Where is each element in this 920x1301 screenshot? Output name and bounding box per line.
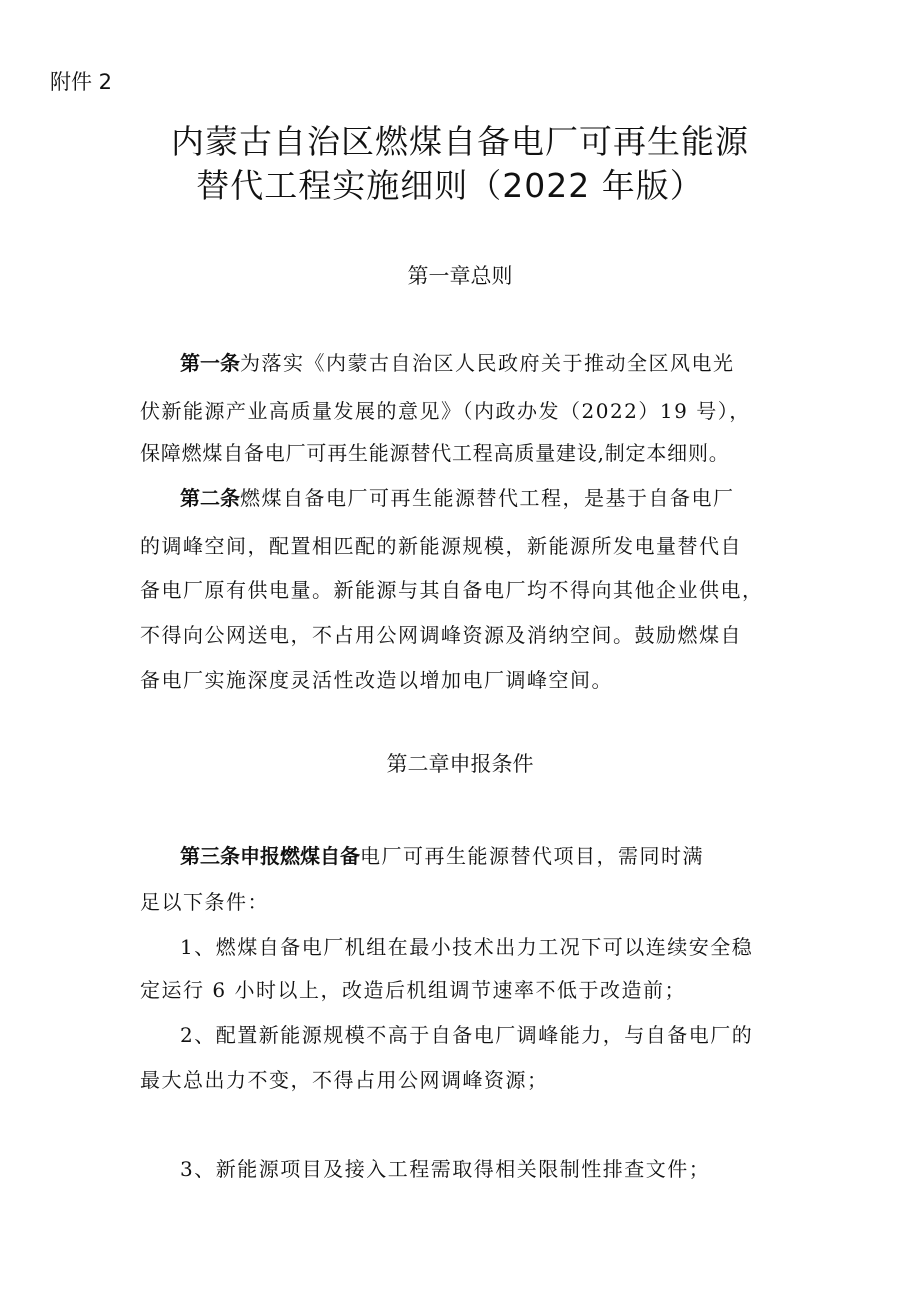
- article-3-line-2: 足以下条件：: [140, 890, 269, 914]
- article-1-line-1: [180, 347, 735, 376]
- article-1-line-2: 伏新能源产业高质量发展的意见》（内政办发（2022）19 号），: [140, 399, 751, 423]
- condition-2-line-2: 最大总出力不变，不得占用公网调峰资源；: [140, 1068, 549, 1092]
- condition-1-line-2: 定运行 6 小时以上，改造后机组调节速率不低于改造前；: [140, 978, 686, 1002]
- article-2-line-1: [180, 482, 735, 511]
- article-2-line-2: 的调峰空间，配置相匹配的新能源规模，新能源所发电量替代自: [140, 534, 742, 558]
- article-1-text-1: 为落实《内蒙古自治区人民政府关于推动全区风电光: [240, 351, 735, 375]
- article-2-line-4: 不得向公网送电，不占用公网调峰资源及消纳空间。鼓励燃煤自: [140, 623, 742, 647]
- article-3-line-1: [180, 840, 704, 869]
- article-2-line-5: 备电厂实施深度灵活性改造以增加电厂调峰空间。: [140, 668, 613, 692]
- attachment-label: 附件 2: [50, 70, 113, 94]
- condition-1-line-1: 1、燃煤自备电厂机组在最小技术出力工况下可以连续安全稳: [180, 935, 754, 959]
- article-3-text-1: 电厂可再生能源替代项目，需同时满: [360, 844, 704, 868]
- article-3-label: 第三条申报燃煤自备: [180, 844, 360, 868]
- condition-3-line-1: 3、新能源项目及接入工程需取得相关限制性排查文件；: [180, 1157, 711, 1181]
- document-title-line-1: 内蒙古自治区燃煤自备电厂可再生能源: [171, 122, 749, 161]
- article-2-label: 第二条: [180, 486, 240, 510]
- condition-2-line-1: 2、配置新能源规模不高于自备电厂调峰能力，与自备电厂的: [180, 1023, 754, 1047]
- article-1-line-3: 保障燃煤自备电厂可再生能源替代工程高质量建设,制定本细则。: [140, 441, 730, 465]
- document-title-line-2: 替代工程实施细则（2022 年版）: [196, 166, 704, 205]
- article-1-label: 第一条: [180, 351, 240, 375]
- chapter-2-heading: 第二章申报条件: [386, 752, 534, 776]
- chapter-1-heading: 第一章总则: [407, 264, 513, 288]
- article-2-text-1: 燃煤自备电厂可再生能源替代工程，是基于自备电厂: [240, 486, 735, 510]
- article-2-line-3: 备电厂原有供电量。新能源与其自备电厂均不得向其他企业供电，: [140, 578, 764, 602]
